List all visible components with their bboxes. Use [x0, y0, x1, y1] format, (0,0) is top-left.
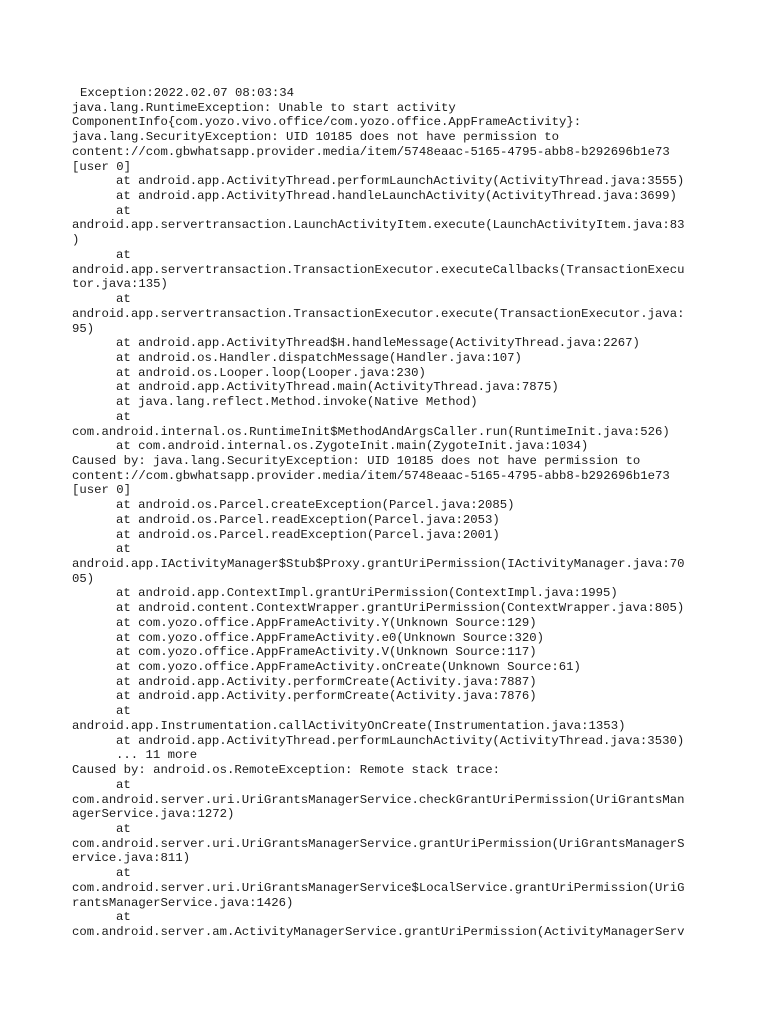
log-line: Caused by: android.os.RemoteException: Remote stack trace:	[72, 763, 501, 778]
log-line: agerService.java:1272)	[72, 807, 235, 822]
log-line: at java.lang.reflect.Method.invoke(Native Method)	[116, 395, 478, 410]
log-line: at com.yozo.office.AppFrameActivity.Y(Unknown Source:129)	[116, 615, 537, 630]
log-line: at android.os.Parcel.readException(Parcel.java:2001)	[116, 527, 500, 542]
log-line: android.app.servertransaction.TransactionExecutor.executeCallbacks(TransactionExecu	[72, 262, 685, 277]
log-line: ComponentInfo{com.yozo.vivo.office/com.yozo.office.AppFrameActivity}:	[72, 115, 582, 130]
log-line: at	[116, 910, 131, 925]
log-line: android.app.servertransaction.TransactionExecutor.execute(TransactionExecutor.java:	[72, 306, 685, 321]
log-line: at	[116, 292, 131, 307]
log-line: )	[72, 233, 80, 248]
log-line: content://com.gbwhatsapp.provider.media/item/5748eaac-5165-4795-abb8-b292696b1e73	[72, 468, 670, 483]
log-line: [user 0]	[72, 483, 132, 498]
log-line: at com.yozo.office.AppFrameActivity.V(Unknown Source:117)	[116, 645, 537, 660]
log-line: java.lang.RuntimeException: Unable to start activity	[72, 100, 456, 115]
log-line: com.android.internal.os.RuntimeInit$MethodAndArgsCaller.run(RuntimeInit.java:526)	[72, 424, 670, 439]
log-line: tor.java:135)	[72, 277, 168, 292]
log-line: 05)	[72, 571, 95, 586]
log-line: at com.yozo.office.AppFrameActivity.onCreate(Unknown Source:61)	[116, 660, 581, 675]
stack-trace-text	[72, 86, 712, 940]
log-line: at	[116, 821, 131, 836]
log-line: at com.android.internal.os.ZygoteInit.main(ZygoteInit.java:1034)	[116, 439, 589, 454]
log-line: at	[116, 247, 131, 262]
log-line: at	[116, 704, 131, 719]
log-line: at android.os.Handler.dispatchMessage(Handler.java:107)	[116, 350, 522, 365]
log-line: content://com.gbwhatsapp.provider.media/item/5748eaac-5165-4795-abb8-b292696b1e73	[72, 144, 670, 159]
log-line: android.app.servertransaction.LaunchActivityItem.execute(LaunchActivityItem.java:83	[72, 218, 685, 233]
log-line: com.android.server.uri.UriGrantsManagerService.checkGrantUriPermission(UriGrantsMan	[72, 792, 685, 807]
log-line: Exception:2022.02.07 08:03:34	[80, 86, 295, 100]
log-line: rantsManagerService.java:1426)	[72, 895, 294, 910]
log-line: at android.app.Activity.performCreate(Activity.java:7887)	[116, 674, 537, 689]
log-line: at android.app.ActivityThread$H.handleMessage(ActivityThread.java:2267)	[116, 336, 640, 351]
log-line: at	[116, 866, 131, 881]
log-line: at	[116, 542, 131, 557]
log-line: com.android.server.am.ActivityManagerService.grantUriPermission(ActivityManagerServ	[72, 924, 685, 939]
log-line: at	[116, 777, 131, 792]
log-line: at com.yozo.office.AppFrameActivity.e0(Unknown Source:320)	[116, 630, 545, 645]
log-line: Caused by: java.lang.SecurityException: UID 10185 does not have permission to	[72, 453, 641, 468]
log-line: [user 0]	[72, 159, 132, 174]
log-line: at android.os.Parcel.readException(Parcel.java:2053)	[116, 512, 500, 527]
log-line: android.app.Instrumentation.callActivityOnCreate(Instrumentation.java:1353)	[72, 718, 626, 733]
log-line: at android.app.Activity.performCreate(Activity.java:7876)	[116, 689, 537, 704]
log-line: at android.app.ActivityThread.performLaunchActivity(ActivityThread.java:3555)	[116, 174, 685, 189]
log-line: at android.os.Parcel.createException(Parcel.java:2085)	[116, 498, 515, 513]
log-line: com.android.server.uri.UriGrantsManagerService.grantUriPermission(UriGrantsManagerS	[72, 836, 685, 851]
log-line: at android.app.ActivityThread.main(ActivityThread.java:7875)	[116, 380, 559, 395]
log-line: at android.app.ContextImpl.grantUriPermission(ContextImpl.java:1995)	[116, 586, 618, 601]
log-line: at android.app.ActivityThread.performLaunchActivity(ActivityThread.java:3530)	[116, 733, 685, 748]
log-line: at android.app.ActivityThread.handleLaunchActivity(ActivityThread.java:3699)	[116, 189, 677, 204]
log-line: android.app.IActivityManager$Stub$Proxy.grantUriPermission(IActivityManager.java:70	[72, 557, 685, 571]
log-line: at android.content.ContextWrapper.grantUriPermission(ContextWrapper.java:805)	[116, 601, 685, 616]
log-line: at	[116, 203, 131, 218]
log-line: 95)	[72, 321, 95, 336]
log-line: at	[116, 409, 131, 424]
log-line: ... 11 more	[116, 748, 198, 763]
log-line: com.android.server.uri.UriGrantsManagerService$LocalService.grantUriPermission(UriG	[72, 880, 685, 895]
log-line: ervice.java:811)	[72, 851, 191, 866]
log-line: java.lang.SecurityException: UID 10185 does not have permission to	[72, 130, 560, 145]
log-line: at android.os.Looper.loop(Looper.java:230)	[116, 365, 426, 380]
